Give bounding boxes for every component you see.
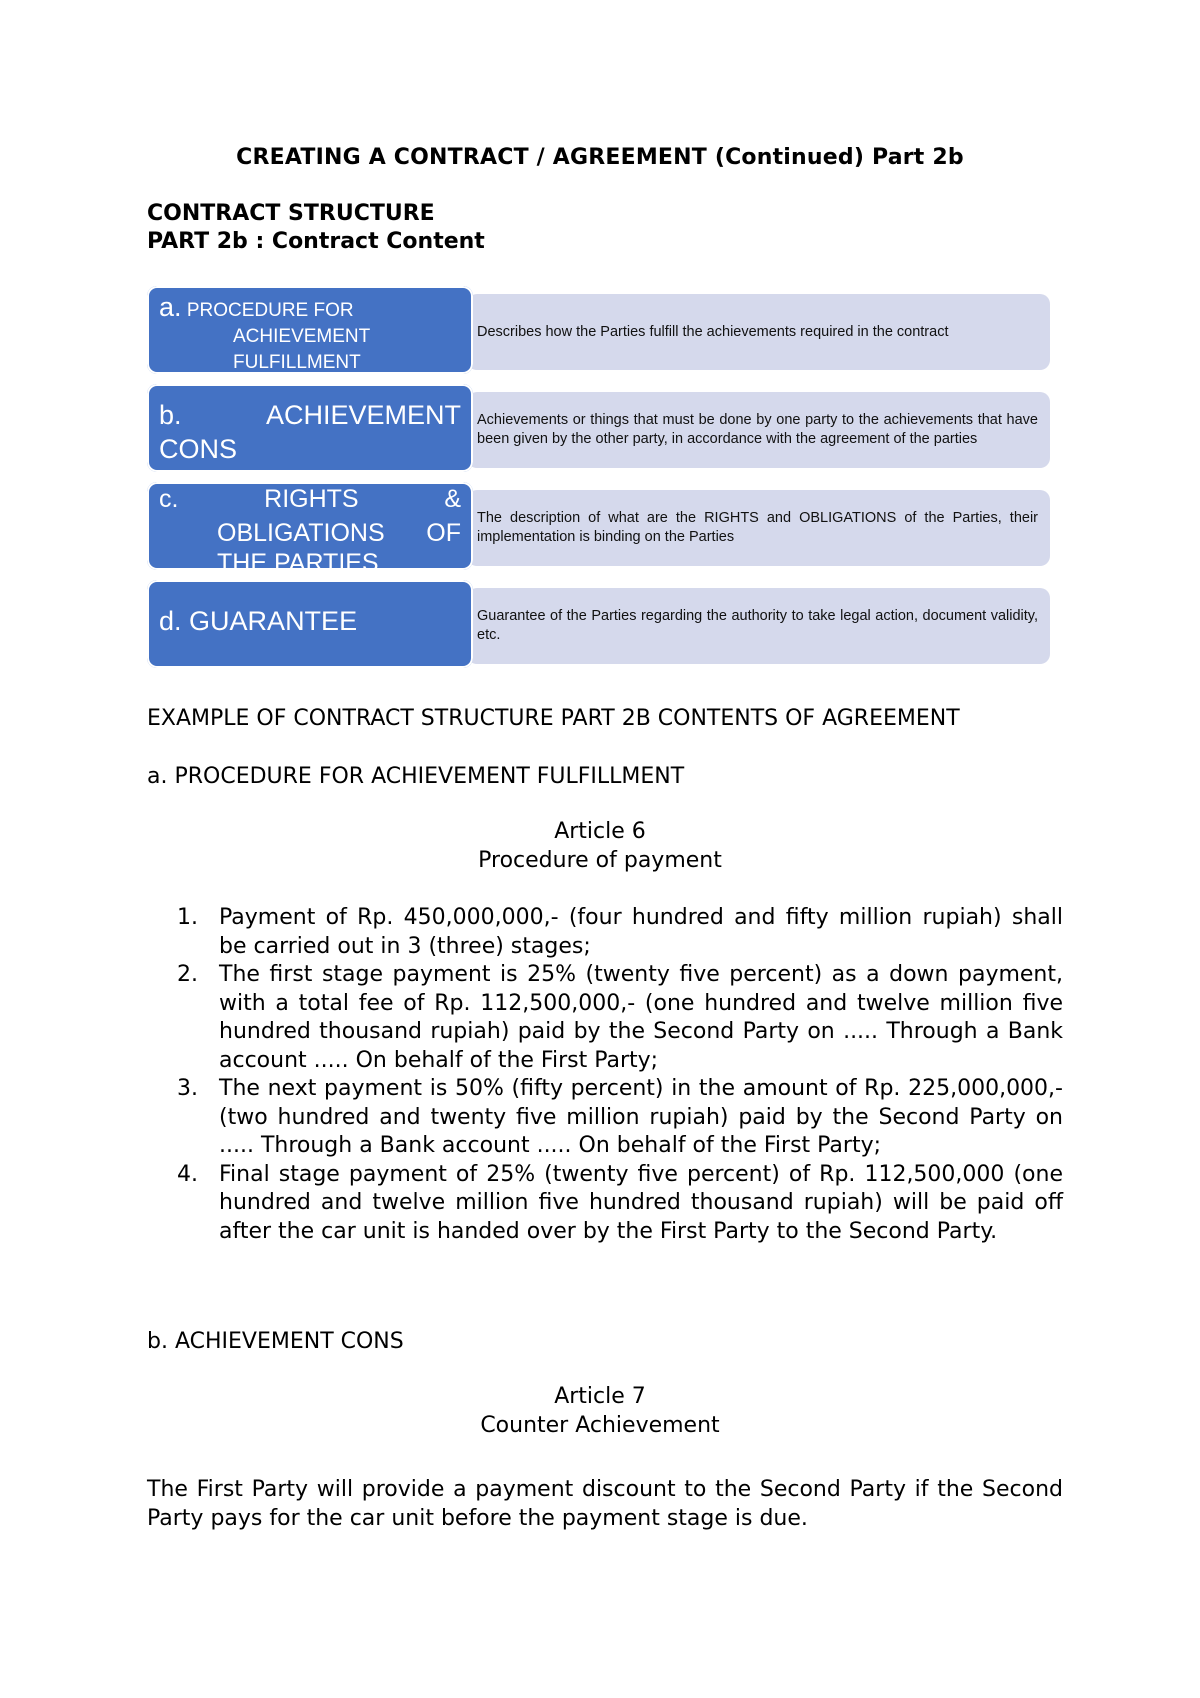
diagram-label-procedure <box>147 286 473 374</box>
contract-content-diagram <box>147 286 1057 672</box>
counter-achievement-paragraph: The First Party will provide a payment discount to the Second Party if the Second Party pays for the car unit before the payment stage is due. <box>147 1477 1063 1531</box>
list-text: The next payment is 50% (fifty percent) in the amount of Rp. 225,000,000,- (two hundred and twenty five million rupiah) paid by the Second Party on ..... Through a Bank account ..... On behalf of the First Party; <box>219 1076 1063 1158</box>
label-letter: a. <box>159 292 182 322</box>
list-text: Final stage payment of 25% (twenty five percent) of Rp. 112,500,000 (one hundred and twelve million five hundred thousand rupiah) will be paid off after the car unit is handed over by the First Party to the Second Party. <box>219 1161 1063 1244</box>
article-7-number: Article 7 <box>554 1384 646 1409</box>
contract-structure-heading: CONTRACT STRUCTURE <box>147 201 435 226</box>
payment-procedure-list <box>147 904 1063 1246</box>
diagram-description: Guarantee of the Parties regarding the authority to take legal action, document validity, etc. <box>467 588 1050 664</box>
article-7-title: Counter Achievement <box>480 1413 720 1438</box>
article-6-number: Article 6 <box>554 819 646 844</box>
section-a-heading: a. PROCEDURE FOR ACHIEVEMENT FULFILLMENT <box>147 764 685 789</box>
contract-content-heading: PART 2b : Contract Content <box>147 229 485 254</box>
list-item <box>147 1075 1063 1161</box>
diagram-label-rights-obligations <box>147 482 473 570</box>
diagram-label-guarantee <box>147 580 473 668</box>
list-item <box>147 904 1063 961</box>
example-heading: EXAMPLE OF CONTRACT STRUCTURE PART 2B CONTENTS OF AGREEMENT <box>147 706 960 731</box>
label-text: CONS <box>159 434 238 464</box>
label-text: PROCEDURE FOR <box>186 300 354 321</box>
label-text: & <box>444 485 461 513</box>
list-item <box>147 1161 1063 1247</box>
label-text: OF <box>426 519 461 547</box>
diagram-row-procedure <box>147 286 1057 376</box>
diagram-row-achievement-cons <box>147 384 1057 474</box>
label-letter: c. <box>159 485 179 513</box>
diagram-description: Describes how the Parties fulfill the achievements required in the contract <box>467 294 1050 370</box>
label-text: THE PARTIES <box>217 549 379 570</box>
label-text: FULFILLMENT <box>233 352 361 373</box>
diagram-row-guarantee <box>147 580 1057 670</box>
label-text: ACHIEVEMENT <box>265 400 461 430</box>
article-6-title: Procedure of payment <box>478 848 722 873</box>
label-line <box>159 482 461 516</box>
label-letter: b. <box>159 400 182 430</box>
diagram-description: Achievements or things that must be done by one party to the achievements that have been given by the other party, in accordance with the agreement of the parties <box>467 392 1050 468</box>
list-number: 4. <box>177 1161 198 1187</box>
label-text: GUARANTEE <box>189 606 358 636</box>
label-text: RIGHTS <box>264 485 359 513</box>
label-text: OBLIGATIONS <box>217 519 385 547</box>
diagram-label-achievement-cons <box>147 384 473 472</box>
label-line <box>159 516 461 550</box>
list-number: 1. <box>177 905 198 930</box>
label-letter: d. <box>159 606 182 636</box>
list-text: Payment of Rp. 450,000,000,- (four hundred and fifty million rupiah) shall be carried out in 3 (three) stages; <box>219 905 1063 959</box>
diagram-description: The description of what are the RIGHTS and OBLIGATIONS of the Parties, their implementation is binding on the Parties <box>467 490 1050 566</box>
document-title: CREATING A CONTRACT / AGREEMENT (Continued) Part 2b <box>236 145 964 170</box>
section-b-heading: b. ACHIEVEMENT CONS <box>147 1329 404 1354</box>
list-number: 2. <box>177 962 198 987</box>
list-text: The first stage payment is 25% (twenty five percent) as a down payment, with a total fee of Rp. 112,500,000,- (one hundred and twelve million five hundred thousand rupiah) paid by the Second Party on ..... Through a Bank account ..... On behalf of the First Party; <box>219 962 1063 1073</box>
list-item <box>147 961 1063 1075</box>
list-number: 3. <box>177 1076 198 1101</box>
diagram-row-rights-obligations <box>147 482 1057 572</box>
label-text: ACHIEVEMENT <box>233 326 371 347</box>
